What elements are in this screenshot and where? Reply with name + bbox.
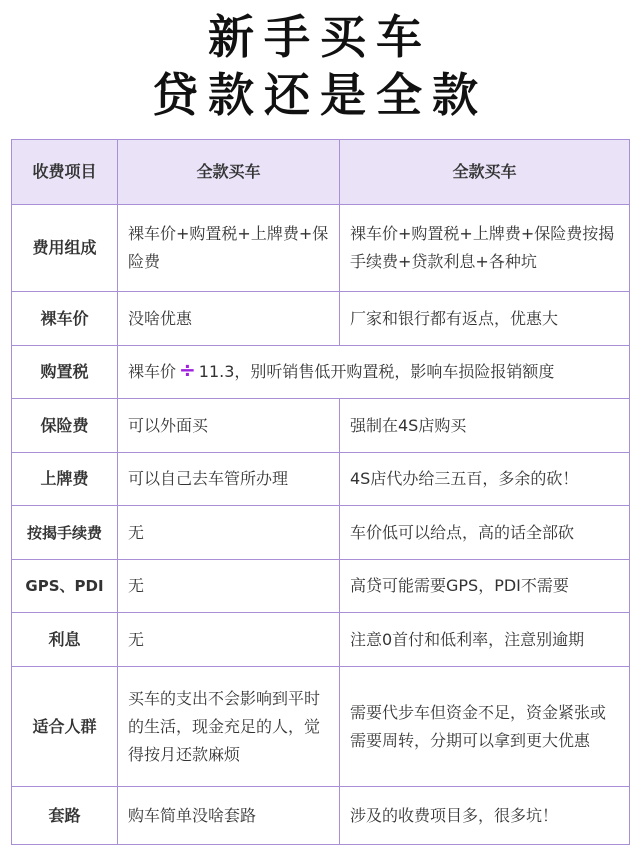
row-cell-col2: 厂家和银行都有返点，优惠大 [340,292,630,346]
row-cell-merged [118,346,630,399]
row-cell-col2: 涉及的收费项目多，很多坑！ [340,787,630,845]
row-label: 上牌费 [12,453,118,506]
merged-suffix: 11.3，别听销售低开购置税，影响车损险报销额度 [198,362,555,381]
row-cell-col2: 车价低可以给点，高的话全部砍 [340,506,630,560]
header-col2: 全款买车 [340,140,630,205]
row-label: 裸车价 [12,292,118,346]
row-cell-col1: 购车简单没啥套路 [118,787,340,845]
row-label: 利息 [12,613,118,667]
row-cell-col1: 买车的支出不会影响到平时的生活，现金充足的人，觉得按月还款麻烦 [118,667,340,787]
table-row [12,506,630,560]
table-row [12,560,630,613]
row-cell-col2: 高贷可能需要GPS，PDI不需要 [340,560,630,613]
row-label: 按揭手续费 [12,506,118,560]
header-col1: 全款买车 [118,140,340,205]
row-cell-col1: 裸车价+购置税+上牌费+保险费 [118,205,340,292]
row-cell-col2: 裸车价+购置税+上牌费+保险费按揭手续费+贷款利息+各种坑 [340,205,630,292]
table-row [12,613,630,667]
divide-icon: ÷ [179,358,196,382]
row-cell-col1: 无 [118,560,340,613]
row-cell-col2: 注意0首付和低利率，注意别逾期 [340,613,630,667]
page-title-line-2: 贷款还是全款 [152,68,488,122]
row-cell-col1: 可以外面买 [118,399,340,453]
table-row [12,346,630,399]
table-row [12,667,630,787]
row-cell-col2: 4S店代办给三五百，多余的砍！ [340,453,630,506]
header-item: 收费项目 [12,140,118,205]
row-cell-col2: 需要代步车但资金不足，资金紧张或需要周转，分期可以拿到更大优惠 [340,667,630,787]
row-cell-col1: 无 [118,506,340,560]
row-cell-col1: 可以自己去车管所办理 [118,453,340,506]
row-cell-col1: 无 [118,613,340,667]
row-label: 保险费 [12,399,118,453]
row-label: 购置税 [12,346,118,399]
table-row [12,787,630,845]
row-cell-col1: 没啥优惠 [118,292,340,346]
page-title-line-1: 新手买车 [208,10,432,64]
merged-prefix: 裸车价 [128,362,177,381]
table-row [12,292,630,346]
row-label: 适合人群 [12,667,118,787]
row-label: GPS、PDI [12,560,118,613]
row-cell-col2: 强制在4S店购买 [340,399,630,453]
row-label: 费用组成 [12,205,118,292]
table-header-row [12,140,630,205]
table-row [12,453,630,506]
row-label: 套路 [12,787,118,845]
table-row [12,399,630,453]
comparison-table [11,139,630,845]
table-row [12,205,630,292]
